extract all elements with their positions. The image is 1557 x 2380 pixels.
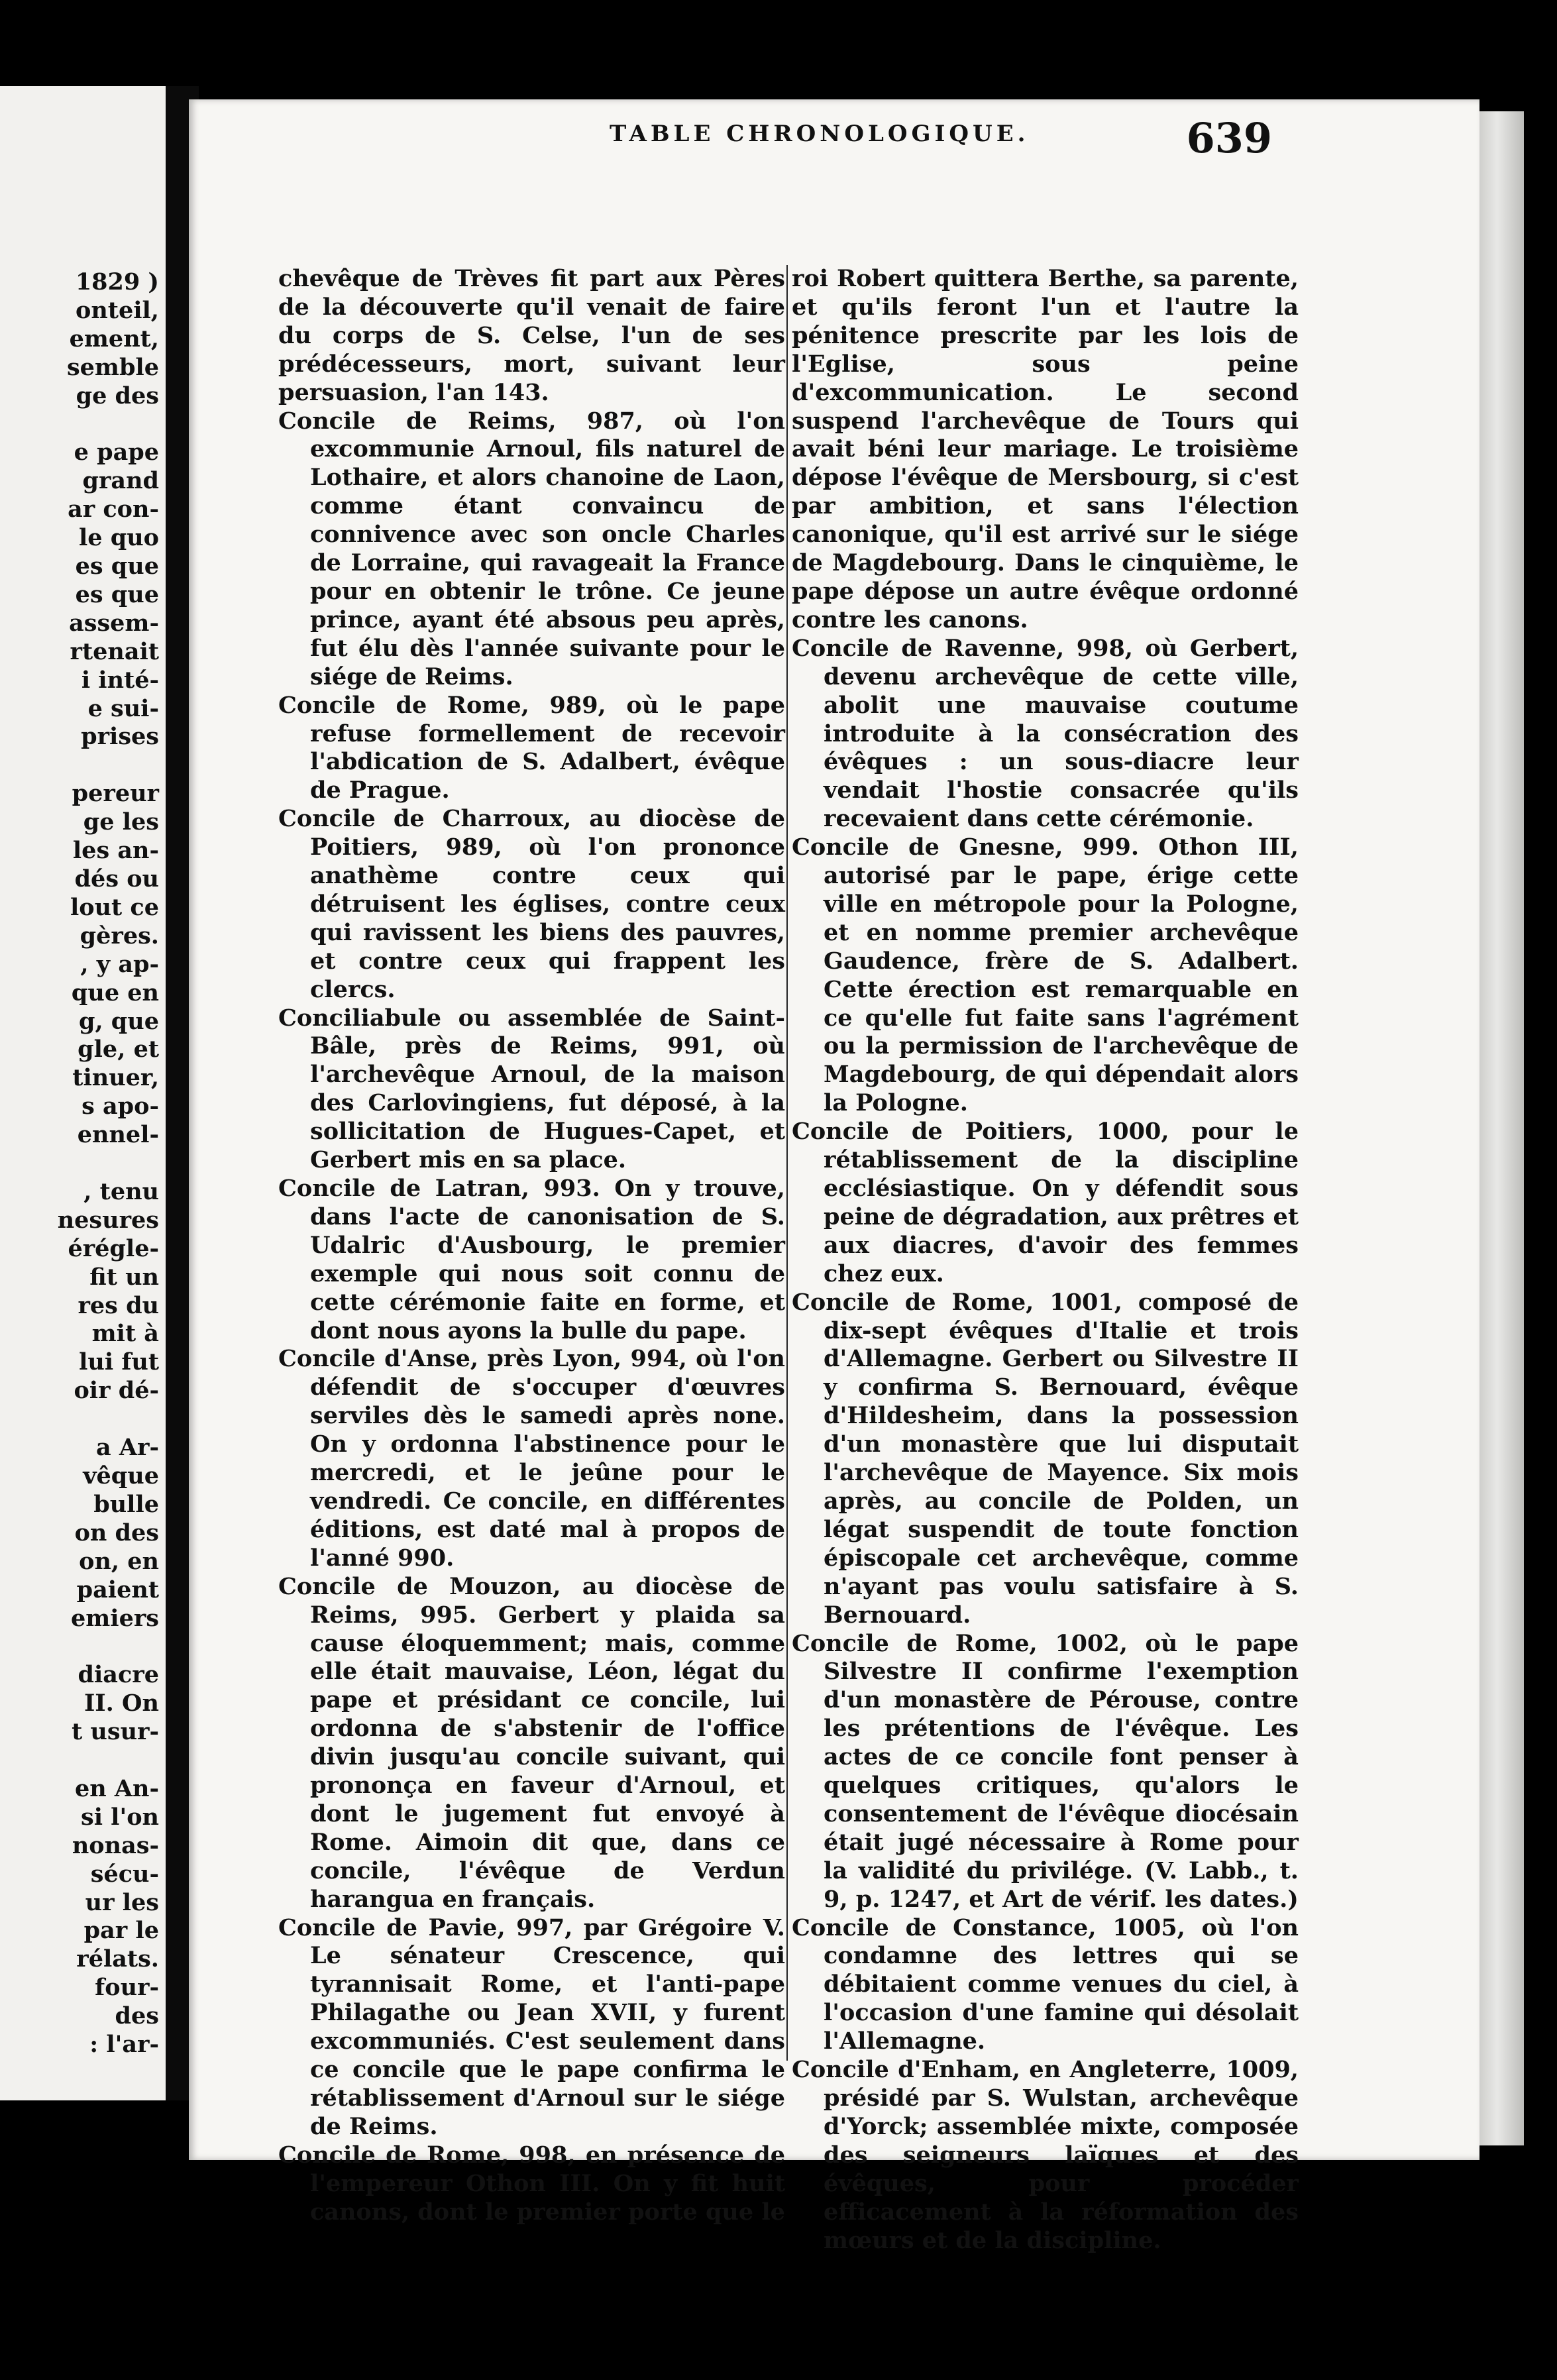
facing-page-line: on des xyxy=(74,1519,159,1546)
right-column xyxy=(792,265,1299,2255)
facing-page-line: ur les xyxy=(85,1888,159,1916)
page-header xyxy=(424,114,1272,167)
facing-page-line: es que xyxy=(75,580,159,608)
facing-page-line: rtenait xyxy=(70,637,159,665)
entry-continuation: roi Robert quittera Berthe, sa parente, et qu'ils feront l'un et l'autre la pénitence prescrite par les lois de l'Eglise, sous peine d'excommunication. Le second suspend l'archevêque de Tours qui avait béni leur mariage. Le troisième dépose l'évêque de Mersbourg, si c'est par ambition, et sans l'élection canonique, qu'il est arrivé sur le siége de Magdebourg. Dans le cinquième, le pape dépose un autre évêque ordonné contre les canons. xyxy=(792,265,1299,633)
facing-page-line: rélats. xyxy=(76,1945,159,1973)
facing-page-line: on, en xyxy=(79,1547,159,1575)
page-edges xyxy=(1479,111,1524,2145)
facing-page-line: paient xyxy=(76,1576,159,1603)
facing-page-line: dés ou xyxy=(74,865,159,892)
facing-page-line: e sui- xyxy=(87,694,159,722)
facing-page-line: res du xyxy=(78,1291,159,1319)
facing-page-line: gères. xyxy=(80,922,159,949)
facing-page-line: ement, xyxy=(69,325,159,352)
council-entry: Concile d'Anse, près Lyon, 994, où l'on défendit de s'occuper d'œuvres serviles dès le samedi après none. On y ordonna l'abstinence pour le mercredi, et le jeûne pour le vendredi. Ce concile, en différentes éditions, est daté mal à propos de l'anné 990. xyxy=(278,1345,785,1572)
facing-page-line: fit un xyxy=(89,1263,159,1291)
facing-page-line xyxy=(58,751,159,780)
facing-page-line: nonas- xyxy=(72,1831,159,1859)
facing-page-line: en An- xyxy=(74,1774,159,1802)
facing-page-line: ge des xyxy=(76,382,159,409)
facing-page-line: que en xyxy=(71,979,159,1006)
council-entry: Concile de Charroux, au diocèse de Poitiers, 989, où l'on prononce anathème contre ceux qui détruisent les églises, contre ceux qui ravissent les biens des pauvres, et contre ceux qui frappent les clercs. xyxy=(278,805,785,1003)
facing-page-line: lout ce xyxy=(70,893,159,921)
facing-page-line: , tenu xyxy=(83,1177,159,1205)
facing-page-line: g, que xyxy=(78,1007,159,1035)
facing-page-line: es que xyxy=(75,553,159,580)
column-rule xyxy=(786,265,788,2061)
facing-page-line xyxy=(58,1747,159,1775)
facing-page-line: a Ar- xyxy=(96,1434,159,1462)
facing-page-line: vêque xyxy=(83,1462,159,1489)
facing-page-line: oir dé- xyxy=(74,1377,159,1405)
facing-page-line: ge les xyxy=(83,808,159,836)
council-entry: Concile de Poitiers, 1000, pour le rétablissement de la discipline ecclésiastique. On y défendit sous peine de dégradation, aux prêtres et aux diacres, d'avoir des femmes chez eux. xyxy=(792,1118,1299,1287)
facing-page-line: gle, et xyxy=(78,1036,159,1063)
facing-page-line: érégle- xyxy=(68,1234,159,1262)
facing-page-line: , y ap- xyxy=(80,950,159,978)
facing-page-line: t usur- xyxy=(72,1718,159,1746)
council-entry: Concile de Rome, 989, où le pape refuse formellement de recevoir l'abdication de S. Adalbert, évêque de Prague. xyxy=(278,691,785,804)
council-entry: Concile de Gnesne, 999. Othon III, autorisé par le pape, érige cette ville en métropole pour la Pologne, et en nomme premier archevêque Gaudence, frère de S. Adalbert. Cette érection est remarquable en ce qu'elle fut faite sans l'agrément ou la permission de l'archevêque de Magdebourg, de qui dépendait alors la Pologne. xyxy=(792,834,1299,1117)
facing-page-line: pereur xyxy=(72,780,159,808)
council-entry: Conciliabule ou assemblée de Saint-Bâle, près de Reims, 991, où l'archevêque Arnoul, de la maison des Carlovingiens, fut déposé, à la sollicitation de Hugues-Capet, et Gerbert mis en sa place. xyxy=(278,1004,785,1174)
council-entry: Concile de Rome, 1001, composé de dix-sept évêques d'Italie et trois d'Allemagne. Gerbert ou Silvestre II y confirma S. Bernouard, évêque d'Hildesheim, dans la possession d'un monastère que lui disputait l'archevêque de Mayence. Six mois après, au concile de Polden, un légat suspendit de toute fonction épiscopale cet archevêque, comme n'ayant pas voulu satisfaire à S. Bernouard. xyxy=(792,1288,1299,1629)
facing-page-line: prises xyxy=(81,723,159,751)
page-number: 639 xyxy=(1186,114,1272,162)
facing-page-line: s apo- xyxy=(81,1093,159,1120)
facing-page-line xyxy=(58,1150,159,1178)
facing-page-line: si l'on xyxy=(81,1803,159,1831)
facing-page-line: : l'ar- xyxy=(89,2031,159,2059)
facing-page-line: diacre xyxy=(78,1661,159,1689)
council-entry: Concile de Constance, 1005, où l'on condamne des lettres qui se débitaient comme venues du ciel, à l'occasion d'une famine qui désolait l'Allemagne. xyxy=(792,1914,1299,2055)
facing-page-line: les an- xyxy=(72,837,159,865)
facing-page-line: i inté- xyxy=(81,666,159,694)
left-column xyxy=(278,265,785,2227)
council-entry: Concile de Latran, 993. On y trouve, dans l'acte de canonisation de S. Udalric d'Ausbourg, le premier exemple qui nous soit connu de cette cérémonie faite en forme, et dont nous ayons la bulle du pape. xyxy=(278,1175,785,1344)
council-entry: Concile d'Enham, en Angleterre, 1009, présidé par S. Wulstan, archevêque d'Yorck; assemblée mixte, composée des seigneurs laïques et des évêques, pour procéder efficacement à la réformation des mœurs et de la discipline. xyxy=(792,2056,1299,2254)
facing-page-line: e pape xyxy=(74,439,159,466)
facing-page-line: semble xyxy=(66,353,159,381)
facing-page-line: le quo xyxy=(78,524,159,552)
facing-page-line xyxy=(58,1405,159,1434)
running-title: TABLE CHRONOLOGIQUE. xyxy=(610,121,1030,147)
facing-page-line: mit à xyxy=(91,1320,159,1348)
facing-page-line: four- xyxy=(95,1974,159,2002)
council-entry: Concile de Rome, 1002, où le pape Silvestre II confirme l'exemption d'un monastère de Pérouse, contre les prétentions de l'évêque. Les actes de ce concile font penser à quelques critiques, qu'alors le consentement de l'évêque diocésain était jugé nécessaire à Rome pour la validité du privilége. (V. Labb., t. 9, p. 1247, et Art de vérif. les dates.) xyxy=(792,1629,1299,1913)
facing-page-line: emiers xyxy=(70,1604,159,1632)
council-entry: Concile de Mouzon, au diocèse de Reims, 995. Gerbert y plaida sa cause éloquemment; mais, comme elle était mauvaise, Léon, légat du pape et présidant ce concile, lui ordonna de s'abstenir de l'office divin jusqu'au concile suivant, qui prononça en faveur d'Arnoul, et dont le jugement fut envoyé à Rome. Aimoin dit que, dans ce concile, l'évêque de Verdun harangua en français. xyxy=(278,1572,785,1913)
facing-page-line: nesures xyxy=(57,1206,159,1234)
facing-page-line: ennel- xyxy=(77,1121,159,1149)
entry-continuation: chevêque de Trèves fit part aux Pères de la découverte qu'il venait de faire du corps de S. Celse, l'un de ses prédécesseurs, mort, suivant leur persuasion, l'an 143. xyxy=(278,265,785,406)
facing-page-line: assem- xyxy=(69,609,159,637)
facing-page-line: onteil, xyxy=(75,296,159,324)
facing-page-text xyxy=(58,268,159,2059)
council-entry: Concile de Pavie, 997, par Grégoire V. Le sénateur Crescence, qui tyrannisait Rome, et l'anti-pape Philagathe ou Jean XVII, y furent excommuniés. C'est seulement dans ce concile que le pape confirma le rétablissement d'Arnoul sur le siége de Reims. xyxy=(278,1914,785,2140)
facing-page-line: par le xyxy=(83,1917,159,1945)
facing-page-line: ar con- xyxy=(68,496,159,523)
facing-page-line: des xyxy=(115,2002,159,2030)
facing-page-line: II. On xyxy=(83,1690,159,1717)
council-entry: Concile de Rome, 998, en présence de l'empereur Othon III. On y fit huit canons, dont le premier porte que le xyxy=(278,2141,785,2226)
facing-page-line: bulle xyxy=(93,1490,159,1518)
facing-page xyxy=(0,86,166,2100)
facing-page-line: lui fut xyxy=(79,1348,159,1376)
facing-page-line: grand xyxy=(82,467,159,495)
council-entry: Concile de Ravenne, 998, où Gerbert, devenu archevêque de cette ville, abolit une mauvaise coutume introduite à la consécration des évêques : un sous-diacre leur vendait l'hostie consacrée qu'ils recevaient dans cette cérémonie. xyxy=(792,634,1299,833)
facing-page-line xyxy=(58,411,159,439)
council-entry: Concile de Reims, 987, où l'on excommunie Arnoul, fils naturel de Lothaire, et alors chanoine de Laon, comme étant convaincu de connivence avec son oncle Charles de Lorraine, qui ravageait la France pour en obtenir le trône. Ce jeune prince, ayant été absous peu après, fut élu dès l'année suivante pour le siége de Reims. xyxy=(278,407,785,690)
facing-page-line: 1829 ) xyxy=(75,268,159,296)
facing-page-line: sécu- xyxy=(90,1860,159,1888)
facing-page-line: tinuer, xyxy=(72,1064,159,1092)
facing-page-line xyxy=(58,1633,159,1661)
